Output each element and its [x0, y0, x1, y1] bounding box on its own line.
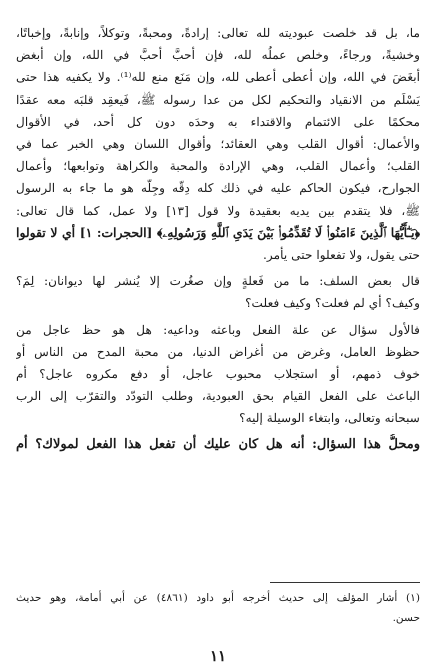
paragraph-2 [16, 270, 420, 314]
footnote-line: (١) أشار المؤلف إلى حديث أخرجه أبو داود (٤٨٦١) عن أبي أمامة، وهو حديث [16, 592, 420, 604]
text-line: حظوظ العامل، وغرض من أغراض الدنيا، من محبة المدح من الناس أو [16, 344, 420, 359]
footnote-line: حسن. [392, 612, 420, 624]
quran-verse-line: ﴿يَـٰٓأَيُّهَا ٱلَّذِينَ ءَامَنُوا۟ لَا تُقَدِّمُوا۟ بَيْنَ يَدَىِ ٱللَّهِ وَرَسُولِهِۦ﴾ [الحجرات: ١] أي لا تقولوا [16, 224, 420, 240]
text-line: محكمًا على الائتمام والاقتداء به وحدَه دون كل أحد، في الأقوال [16, 114, 420, 129]
text-line: ما، بل قد خلصت عبوديته لله تعالى: إرادةً، ومحبةً، وتوكلاً، وإنابةً، وإخباتًا، [16, 26, 420, 40]
text-line: وكيف؟ أي لم فعلت؟ وكيف فعلت؟ [245, 296, 420, 311]
text-line: أبغَضَ في الله، وإن أعطى أعطى لله، وإن مَنَع منع لله⁽¹⁾. ولا يكفيه هذا حتى [16, 70, 420, 85]
book-page [16, 22, 420, 670]
paragraph-3 [16, 319, 420, 430]
paragraph-1 [16, 22, 420, 266]
text-line: وخشيةً، ورجاءً، وخلص عملُه لله، فإن أحبَّ أحبَّ في الله، وإن أبغض [16, 48, 420, 63]
footnote-divider [270, 582, 420, 583]
text-line: سبحانه وتعالى، وابتغاء الوسيلة إليه؟ [239, 411, 420, 426]
text-line: خوف ذمهم، أو استجلاب محبوب عاجل، أو دفع مكروه عاجل؟ أم [16, 367, 420, 382]
page-number: ١١ [209, 647, 227, 665]
text-line: قال بعض السلف: ما من فَعلةٍ وإن صغُرت إلا يُنشر لها ديوانان: لِمَ؟ [16, 274, 420, 289]
text-line: فالأول سؤال عن علة الفعل وباعثه وداعيه: هل هو حظ عاجل من [16, 322, 420, 337]
text-line: ومحلُّ هذا السؤال: أنه هل كان عليك أن تفعل هذا الفعل لمولاك؟ أم [16, 436, 420, 452]
text-line: القلب؛ وأعمال القلب، وهي الإرادة والمحبة والكراهة وتوابعها؛ وأعمال [16, 159, 420, 174]
footnote [16, 588, 420, 628]
text-line: والأعمال: أقوال القلب وهي العقائد؛ وأقوال اللسان وهي الخبر عما في [16, 137, 420, 152]
text-line: الباعث على الفعل القيام بحق العبودية، وطلب التودّد والتقرّب إلى الرب [16, 389, 420, 404]
text-line: يَسْلَم من الانقياد والتحكيم لكل من عدا رسوله ﷺ، فَيعقِد قلبَه معه عقدًا [16, 92, 420, 107]
text-line: حتى يقول، ولا تفعلوا حتى يأمر. [263, 248, 420, 263]
paragraph-4 [16, 434, 420, 456]
text-line: الجوارح، فيكون الحاكم عليه في ذلك كله دِقّه وجِلّه هو ما جاء به الرسول [16, 181, 420, 196]
text-line: ﷺ، فلا يتقدم بين يديه بعقيدة ولا قول [١٣] ولا عمل، كما قال تعالى: [16, 203, 420, 218]
